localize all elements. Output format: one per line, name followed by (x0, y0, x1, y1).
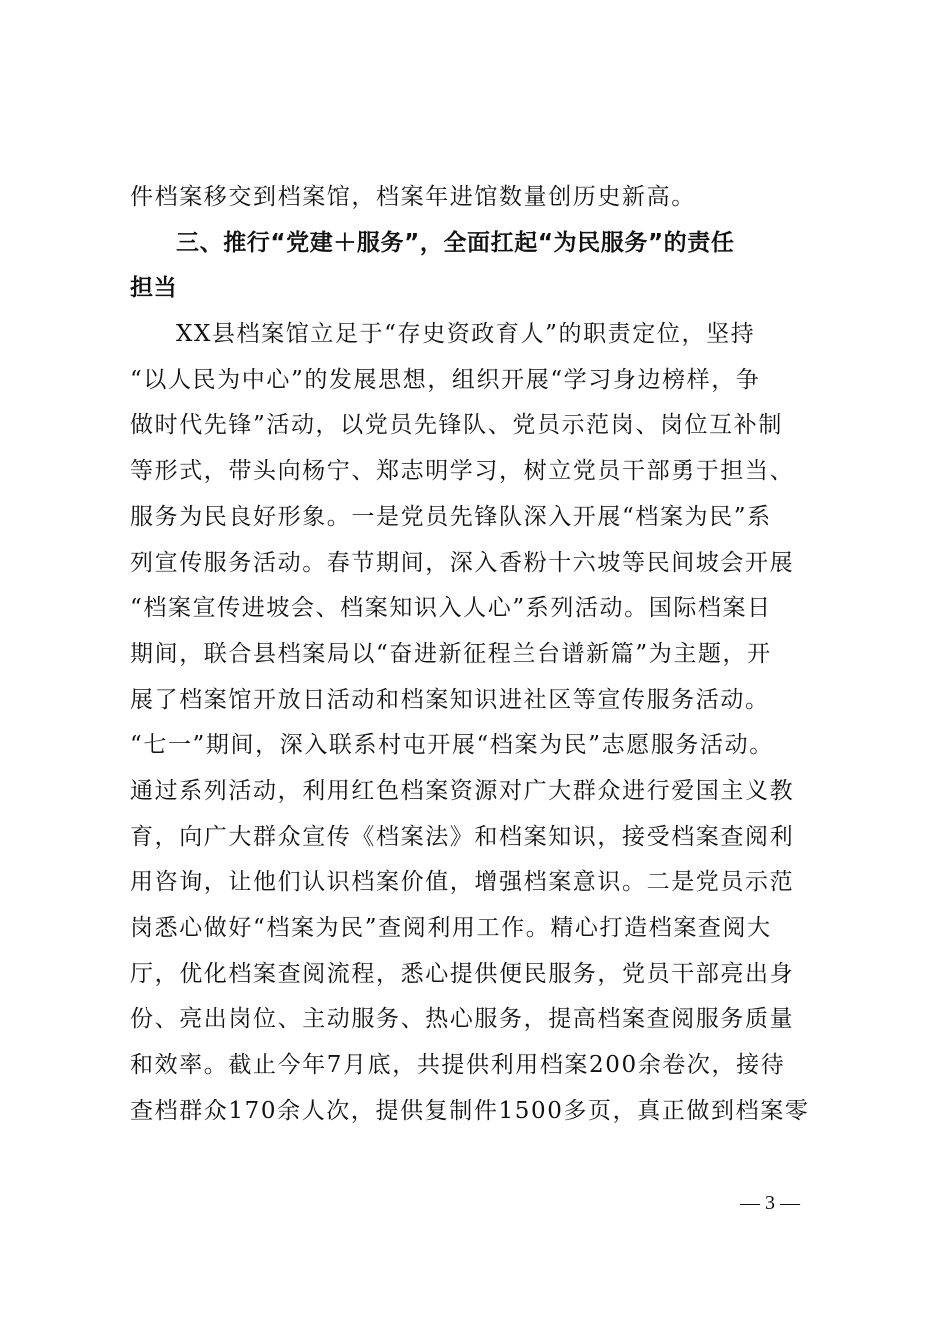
page-number: — 3 — (740, 1192, 800, 1214)
paragraph-line: 服务为民良好形象。一是党员先锋队深入开展“档案为民”系 (130, 503, 772, 530)
paragraph-line: 用咨询，让他们认识档案价值，增强档案意识。二是党员示范 (130, 869, 795, 896)
section-heading-line: 三、推行“党建＋服务”，全面扛起“为民服务”的责任 (176, 229, 735, 256)
paragraph-line: 展了档案馆开放日活动和档案知识进社区等宣传服务活动。 (130, 686, 770, 713)
paragraph-line: 查档群众170余人次，提供复制件1500多页，真正做到档案零 (130, 1097, 810, 1124)
paragraph-line: 通过系列活动，利用红色档案资源对广大群众进行爱国主义教 (130, 777, 795, 804)
paragraph-line: 份、亮出岗位、主动服务、热心服务，提高档案查阅服务质量 (130, 1006, 795, 1033)
paragraph-line: “以人民为中心”的发展思想，组织开展“学习身边榜样，争 (130, 366, 761, 393)
body-text (130, 175, 830, 1134)
paragraph-line: “七一”期间，深入联系村屯开展“档案为民”志愿服务活动。 (130, 732, 774, 759)
paragraph-line: “档案宣传进坡会、档案知识入人心”系列活动。国际档案日 (130, 595, 772, 622)
paragraph-line: 厅，优化档案查阅流程，悉心提供便民服务，党员干部亮出身 (130, 960, 795, 987)
paragraph-line: 岗悉心做好“档案为民”查阅利用工作。精心打造档案查阅大 (130, 915, 772, 941)
paragraph-line: 件档案移交到档案馆，档案年进馆数量创历史新高。 (130, 184, 696, 210)
paragraph-line: 期间，联合县档案局以“奋进新征程兰台谱新篇”为主题，开 (130, 640, 772, 667)
paragraph-line: 等形式，带头向杨宁、郑志明学习，树立党员干部勇于担当、 (130, 458, 795, 485)
paragraph-line: 列宣传服务活动。春节期间，深入香粉十六坡等民间坡会开展 (130, 549, 795, 576)
section-heading-line: 担当 (130, 275, 178, 302)
paragraph-line: 做时代先锋”活动，以党员先锋队、党员示范岗、岗位互补制 (130, 412, 783, 439)
paragraph-line: 育，向广大群众宣传《档案法》和档案知识，接受档案查阅利 (130, 823, 795, 850)
paragraph-line: XX县档案馆立足于“存史资政育人”的职责定位，坚持 (176, 321, 756, 348)
paragraph-line: 和效率。截止今年7月底，共提供利用档案200余卷次，接待 (130, 1052, 786, 1079)
